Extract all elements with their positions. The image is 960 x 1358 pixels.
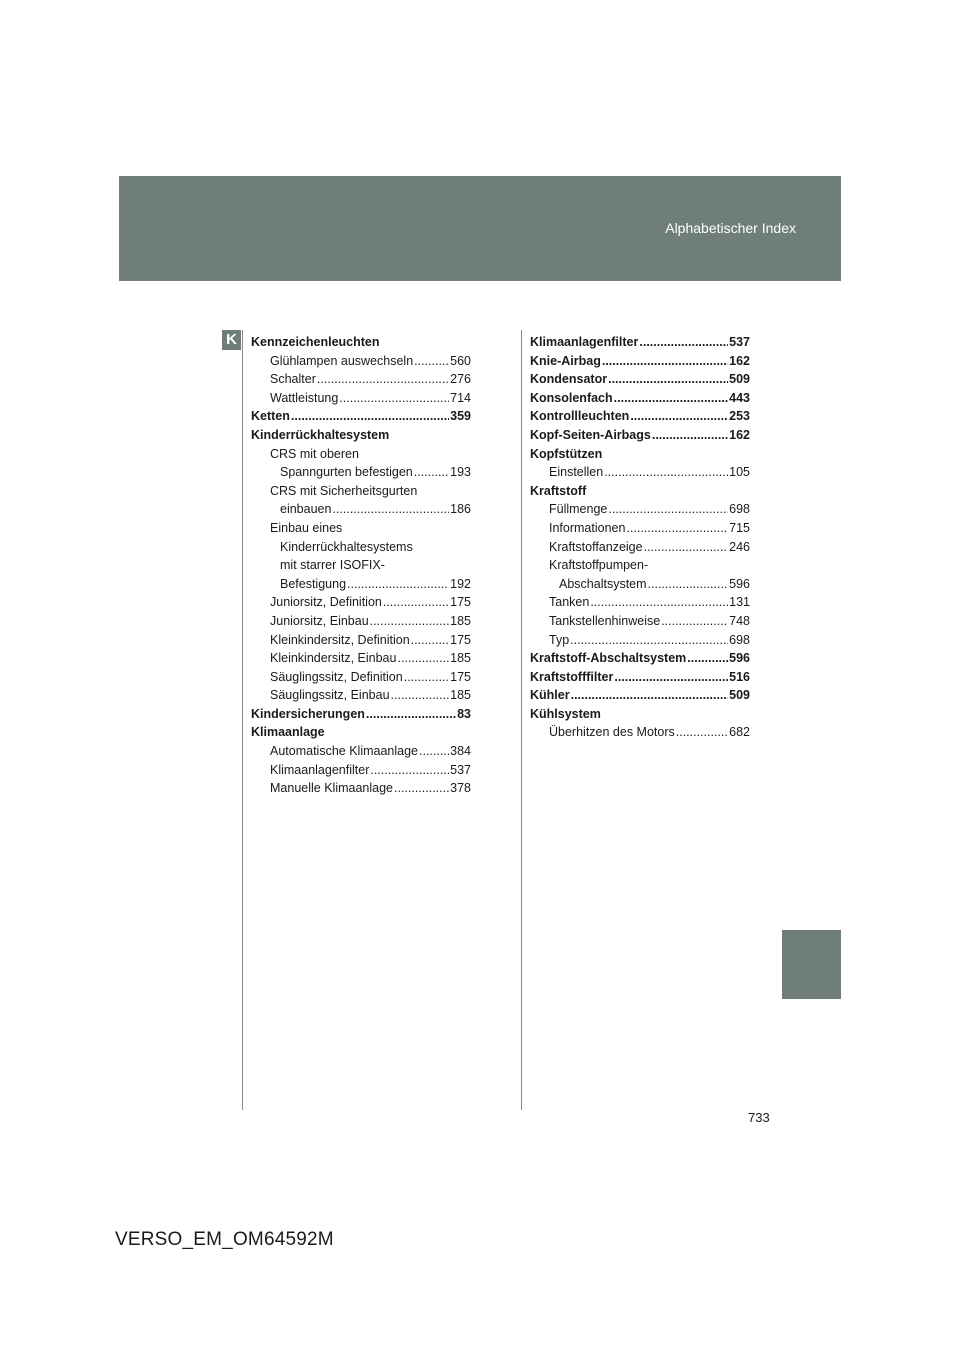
- index-term: Überhitzen des Motors: [549, 725, 675, 740]
- index-entry: [251, 705, 471, 724]
- index-subentry: [251, 612, 471, 631]
- index-term: Säuglingssitz, Definition: [270, 669, 403, 684]
- index-entry: [251, 407, 471, 426]
- dot-leader: [639, 333, 728, 352]
- index-page-ref: 698: [729, 632, 750, 647]
- index-page-ref: 560: [450, 353, 471, 368]
- index-term: Knie-Airbag: [530, 353, 601, 368]
- index-subentry: [530, 593, 750, 612]
- index-term: Tankstellenhinweise: [549, 613, 661, 628]
- index-term: Kraftstoffanzeige: [549, 539, 643, 554]
- index-term: Klimaanlagenfilter: [270, 762, 370, 777]
- dot-leader: [370, 612, 449, 631]
- index-term: Typ: [549, 632, 570, 647]
- index-term: Kinderrückhaltesystems: [280, 539, 413, 554]
- dot-leader: [604, 463, 728, 482]
- index-term: Automatische Klimaanlage: [270, 744, 418, 759]
- column-divider-middle: [521, 330, 522, 1110]
- dot-leader: [332, 500, 449, 519]
- index-page-ref: 682: [729, 725, 750, 740]
- index-page-ref: 192: [450, 576, 471, 591]
- index-subentry: [530, 575, 750, 594]
- index-subentry: [251, 556, 471, 575]
- index-subentry: [251, 668, 471, 687]
- index-page-ref: 509: [729, 688, 750, 703]
- index-page-ref: 185: [450, 613, 471, 628]
- index-entry: [530, 426, 750, 445]
- index-term: Abschaltsystem: [559, 576, 647, 591]
- dot-leader: [630, 407, 728, 426]
- index-page-ref: 748: [729, 613, 750, 628]
- index-term: mit starrer ISOFIX-: [280, 558, 385, 573]
- index-page-ref: 596: [729, 651, 750, 666]
- index-term: Einstellen: [549, 465, 604, 480]
- index-page-ref: 185: [450, 688, 471, 703]
- page-number: 733: [748, 1110, 770, 1125]
- index-page-ref: 384: [450, 744, 471, 759]
- dot-leader: [397, 649, 449, 668]
- index-subentry: [251, 779, 471, 798]
- index-term: Klimaanlage: [251, 725, 325, 740]
- index-page-ref: 175: [450, 595, 471, 610]
- index-term: Säuglingssitz, Einbau: [270, 688, 390, 703]
- index-term: Kraftstoffpumpen-: [549, 558, 649, 573]
- index-term: Kopf-Seiten-Airbags: [530, 427, 651, 442]
- index-entry: [530, 352, 750, 371]
- index-term: Tanken: [549, 595, 590, 610]
- index-term: Kinderrückhaltesystem: [251, 427, 390, 442]
- dot-leader: [394, 779, 449, 798]
- index-term: Kraftstoff: [530, 483, 587, 498]
- dot-leader: [614, 389, 728, 408]
- index-term: Kleinkindersitz, Definition: [270, 632, 410, 647]
- index-page-ref: 276: [450, 372, 471, 387]
- dot-leader: [626, 519, 728, 538]
- index-subentry: [251, 538, 471, 557]
- index-subentry: [251, 519, 471, 538]
- index-subentry: [251, 761, 471, 780]
- dot-leader: [419, 742, 449, 761]
- index-column-right: [530, 333, 750, 742]
- index-column-left: [251, 333, 471, 798]
- index-subentry: [251, 482, 471, 501]
- index-page-ref: 185: [450, 651, 471, 666]
- index-term: Kleinkindersitz, Einbau: [270, 651, 397, 666]
- index-term: Kraftstoff-Abschaltsystem: [530, 651, 687, 666]
- index-page-ref: 175: [450, 669, 471, 684]
- index-entry: [251, 333, 471, 352]
- index-subentry: [251, 575, 471, 594]
- footer-document-code: VERSO_EM_OM64592M: [115, 1229, 334, 1250]
- index-subentry: [251, 352, 471, 371]
- dot-leader: [676, 723, 728, 742]
- index-term: Kondensator: [530, 372, 608, 387]
- dot-leader: [370, 761, 449, 780]
- header-band: [119, 176, 841, 281]
- index-term: CRS mit oberen: [270, 446, 359, 461]
- dot-leader: [608, 500, 728, 519]
- index-term: Spanngurten befestigen: [280, 465, 413, 480]
- index-page-ref: 537: [450, 762, 471, 777]
- index-term: einbauen: [280, 502, 332, 517]
- index-entry: [530, 649, 750, 668]
- index-entry: [530, 445, 750, 464]
- dot-leader: [366, 705, 456, 724]
- index-entry: [530, 333, 750, 352]
- index-entry: [530, 370, 750, 389]
- index-subentry: [530, 538, 750, 557]
- index-subentry: [530, 631, 750, 650]
- index-entry: [530, 389, 750, 408]
- dot-leader: [383, 593, 449, 612]
- index-term: Kontrollleuchten: [530, 409, 630, 424]
- index-subentry: [530, 500, 750, 519]
- index-term: Kindersicherungen: [251, 706, 365, 721]
- dot-leader: [608, 370, 728, 389]
- dot-leader: [291, 407, 449, 426]
- dot-leader: [347, 575, 449, 594]
- dot-leader: [648, 575, 729, 594]
- index-term: Füllmenge: [549, 502, 608, 517]
- index-page-ref: 105: [729, 465, 750, 480]
- index-term: Einbau eines: [270, 520, 343, 535]
- index-subentry: [530, 556, 750, 575]
- index-term: Konsolenfach: [530, 390, 613, 405]
- index-term: Kennzeichenleuchten: [251, 335, 380, 349]
- dot-leader: [614, 668, 728, 687]
- dot-leader: [602, 352, 728, 371]
- index-page-ref: 253: [729, 409, 750, 424]
- index-subentry: [530, 519, 750, 538]
- index-entry: [530, 705, 750, 724]
- index-page-ref: 596: [729, 576, 750, 591]
- index-page-ref: 698: [729, 502, 750, 517]
- index-subentry: [530, 723, 750, 742]
- dot-leader: [571, 686, 729, 705]
- index-entry: [251, 426, 471, 445]
- dot-leader: [414, 463, 449, 482]
- index-term: Wattleistung: [270, 390, 339, 405]
- dot-leader: [644, 538, 729, 557]
- index-page-ref: 537: [729, 335, 750, 349]
- index-page-ref: 509: [729, 372, 750, 387]
- index-page-ref: 186: [450, 502, 471, 517]
- index-page-ref: 131: [729, 595, 750, 610]
- index-entry: [530, 407, 750, 426]
- index-subentry: [251, 370, 471, 389]
- index-term: Manuelle Klimaanlage: [270, 781, 393, 796]
- index-subentry: [251, 500, 471, 519]
- side-thumb-tab: [782, 930, 841, 999]
- index-subentry: [251, 389, 471, 408]
- index-page-ref: 378: [450, 781, 471, 796]
- dot-leader: [391, 686, 450, 705]
- index-entry: [251, 723, 471, 742]
- dot-leader: [404, 668, 449, 687]
- index-subentry: [530, 612, 750, 631]
- index-entry: [530, 482, 750, 501]
- index-term: Kühler: [530, 688, 570, 703]
- index-subentry: [251, 593, 471, 612]
- dot-leader: [590, 593, 728, 612]
- dot-leader: [411, 631, 449, 650]
- index-page-ref: 516: [729, 669, 750, 684]
- column-divider-left: [242, 330, 243, 1110]
- index-page-ref: 443: [729, 390, 750, 405]
- index-subentry: [251, 631, 471, 650]
- index-term: Glühlampen auswechseln: [270, 353, 414, 368]
- index-term: Kraftstofffilter: [530, 669, 614, 684]
- index-page-ref: 714: [450, 390, 471, 405]
- index-page-ref: 715: [729, 520, 750, 535]
- index-subentry: [251, 463, 471, 482]
- header-title: Alphabetischer Index: [665, 220, 796, 236]
- index-page-ref: 175: [450, 632, 471, 647]
- index-page-ref: 162: [729, 353, 750, 368]
- index-page-ref: 83: [457, 706, 471, 721]
- index-term: CRS mit Sicherheitsgurten: [270, 483, 418, 498]
- index-subentry: [251, 686, 471, 705]
- index-entry: [530, 686, 750, 705]
- index-term: Befestigung: [280, 576, 347, 591]
- dot-leader: [317, 370, 449, 389]
- index-subentry: [251, 445, 471, 464]
- index-term: Schalter: [270, 372, 316, 387]
- index-term: Kühlsystem: [530, 706, 601, 721]
- index-term: Klimaanlagenfilter: [530, 335, 639, 349]
- section-letter-tab: K: [222, 330, 241, 350]
- index-term: Juniorsitz, Einbau: [270, 613, 369, 628]
- dot-leader: [570, 631, 728, 650]
- index-page-ref: 246: [729, 539, 750, 554]
- index-entry: [530, 668, 750, 687]
- dot-leader: [339, 389, 449, 408]
- index-subentry: [251, 649, 471, 668]
- index-page-ref: 359: [450, 409, 471, 424]
- index-page-ref: 162: [729, 427, 750, 442]
- index-term: Informationen: [549, 520, 626, 535]
- dot-leader: [414, 352, 449, 371]
- dot-leader: [687, 649, 728, 668]
- dot-leader: [652, 426, 728, 445]
- index-term: Ketten: [251, 409, 290, 424]
- index-term: Kopfstützen: [530, 446, 603, 461]
- dot-leader: [661, 612, 728, 631]
- index-term: Juniorsitz, Definition: [270, 595, 382, 610]
- index-subentry: [251, 742, 471, 761]
- index-page-ref: 193: [450, 465, 471, 480]
- index-subentry: [530, 463, 750, 482]
